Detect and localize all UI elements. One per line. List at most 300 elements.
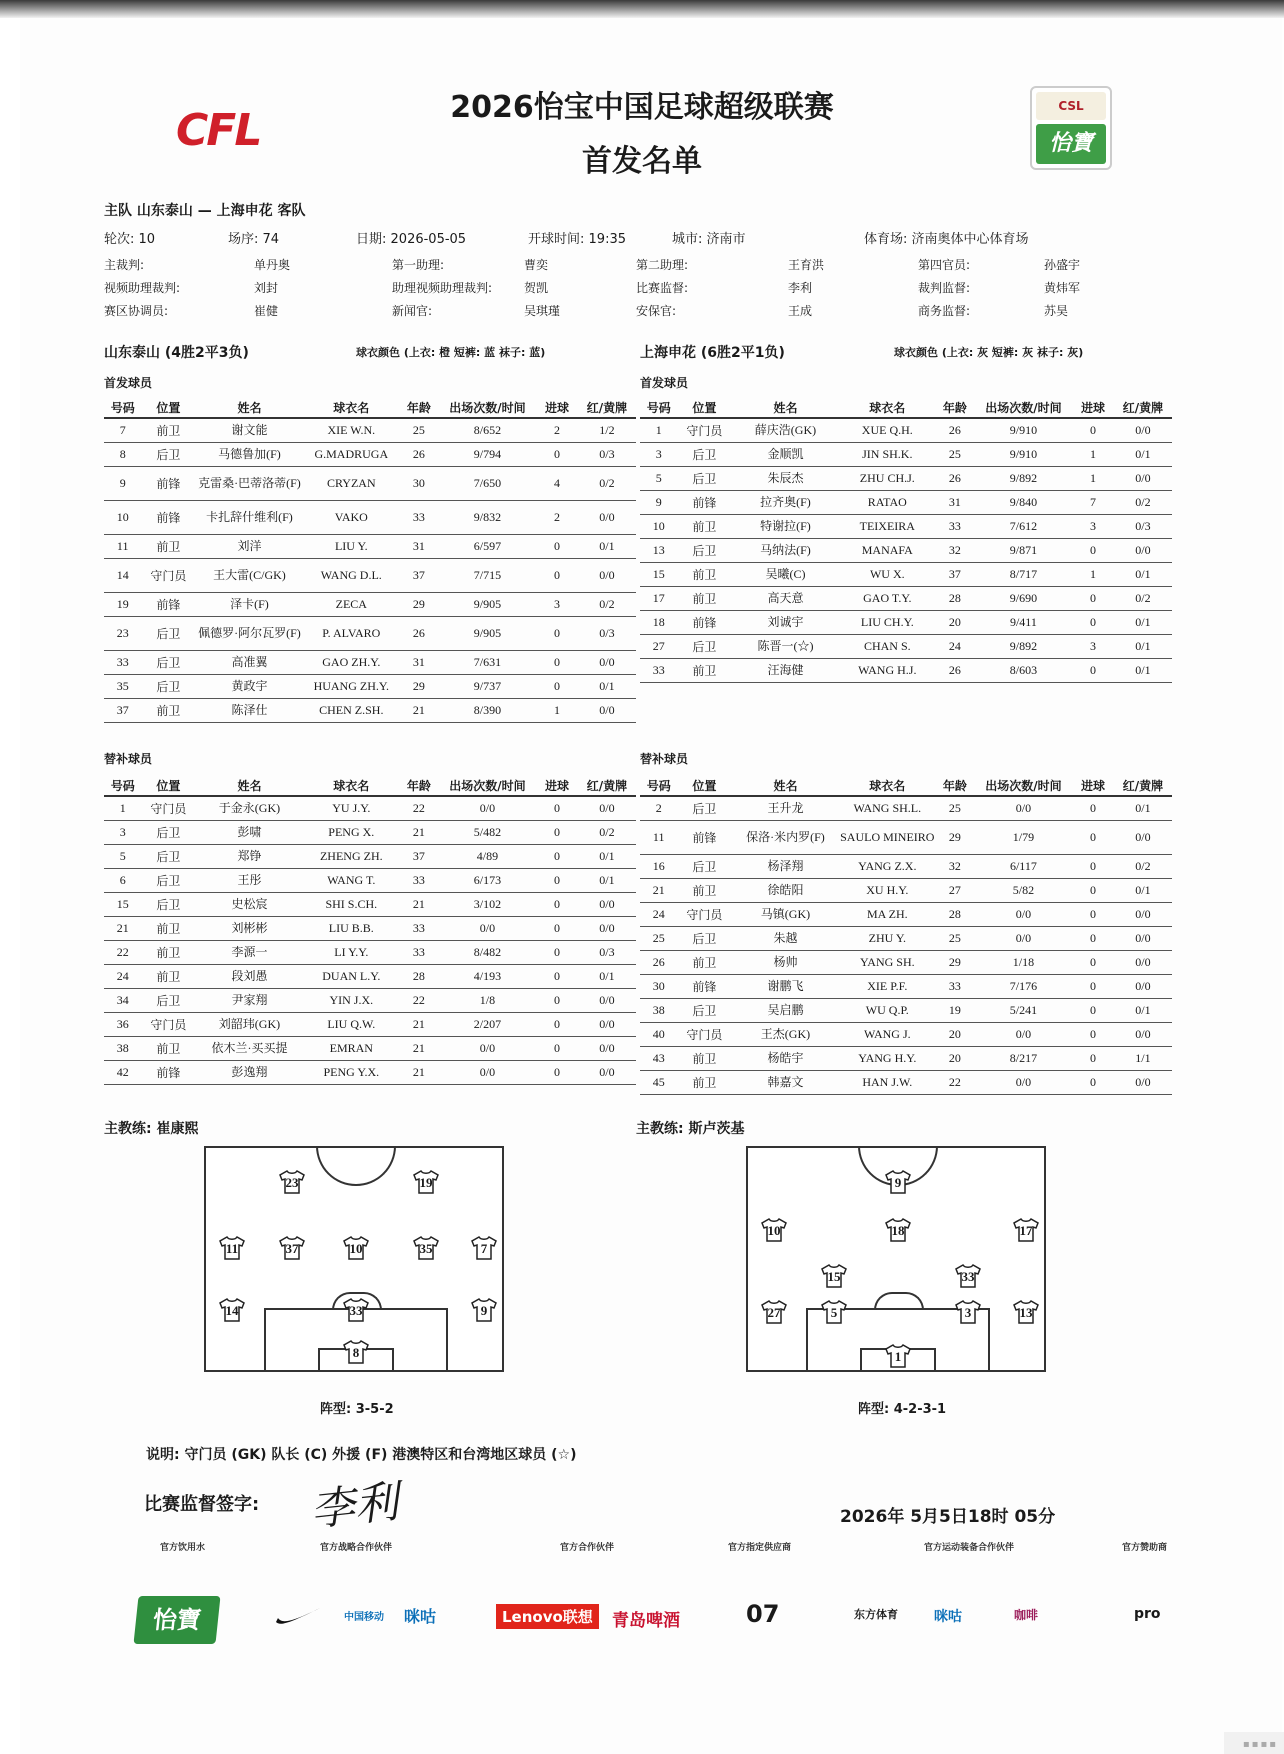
page-subtitle: 首发名单 xyxy=(582,144,702,179)
cards: 0/1 xyxy=(578,534,636,558)
player-number: 33 xyxy=(104,650,141,674)
player-age: 28 xyxy=(935,902,974,926)
player-number: 36 xyxy=(104,1012,141,1036)
apps-minutes: 5/82 xyxy=(975,878,1073,902)
player-position: 前卫 xyxy=(141,916,195,940)
goals: 0 xyxy=(1072,1070,1114,1094)
cards: 0/0 xyxy=(578,1036,636,1060)
player-name: 拉齐奥(F) xyxy=(731,490,839,514)
legend-notes: 说明: 守门员 (GK) 队长 (C) 外援 (F) 港澳特区和台湾地区球员 (☆) xyxy=(146,1447,577,1463)
player-row xyxy=(104,698,636,722)
player-name: 薛庆浩(GK) xyxy=(731,418,839,442)
player-name: 刘彬彬 xyxy=(195,916,303,940)
apps-minutes: 9/892 xyxy=(975,466,1073,490)
shirt-name: P. ALVARO xyxy=(304,616,400,650)
sponsor-tier-partner: 官方合作伙伴 xyxy=(560,1543,615,1553)
player-row xyxy=(640,820,1172,854)
player-row xyxy=(104,466,636,500)
player-age: 22 xyxy=(399,796,438,820)
player-position: 前卫 xyxy=(141,964,195,988)
official-label: 安保官: xyxy=(636,304,677,318)
shirt-name: JIN SH.K. xyxy=(840,442,936,466)
cards: 1/1 xyxy=(1114,1046,1172,1070)
dongfang-sports-logo: 东方体育 xyxy=(854,1608,898,1621)
player-age: 29 xyxy=(935,820,974,854)
player-age: 20 xyxy=(935,1022,974,1046)
player-age: 26 xyxy=(935,658,974,682)
shirt-number: 5 xyxy=(830,1305,838,1320)
player-name: 徐皓阳 xyxy=(731,878,839,902)
shirt-number: 27 xyxy=(767,1305,781,1320)
player-row xyxy=(640,658,1172,682)
player-number: 3 xyxy=(104,820,141,844)
match-no-info: 场序: 74 xyxy=(228,232,280,247)
player-position: 前卫 xyxy=(141,698,195,722)
apps-minutes: 9/871 xyxy=(975,538,1073,562)
player-age: 33 xyxy=(935,974,974,998)
player-position: 后卫 xyxy=(141,616,195,650)
shirt-name: XIE P.F. xyxy=(840,974,936,998)
official-label: 赛区协调员: xyxy=(104,304,169,318)
player-number: 1 xyxy=(640,418,677,442)
player-row xyxy=(104,442,636,466)
player-number: 30 xyxy=(640,974,677,998)
shirt-name: WU Q.P. xyxy=(840,998,936,1022)
player-age: 26 xyxy=(935,418,974,442)
player-row xyxy=(104,916,636,940)
player-age: 21 xyxy=(399,892,438,916)
shirt-number: 17 xyxy=(1019,1223,1033,1238)
official-name: 崔健 xyxy=(254,304,279,318)
shirt-number: 33 xyxy=(349,1303,363,1318)
shirt-name: CHEN Z.SH. xyxy=(304,698,400,722)
shirt-name: SAULO MINEIRO xyxy=(840,820,936,854)
player-position: 后卫 xyxy=(141,674,195,698)
player-row xyxy=(640,854,1172,878)
player-number: 13 xyxy=(640,538,677,562)
goals: 1 xyxy=(1072,466,1114,490)
shirt-name: YIN J.X. xyxy=(304,988,400,1012)
apps-minutes: 6/173 xyxy=(439,868,537,892)
player-age: 37 xyxy=(935,562,974,586)
shirt-number: 23 xyxy=(285,1175,299,1190)
cards: 0/1 xyxy=(1114,998,1172,1022)
player-name: 马镇(GK) xyxy=(731,902,839,926)
column-header: 红/黄牌 xyxy=(578,398,636,418)
player-position: 守门员 xyxy=(141,796,195,820)
column-header: 年龄 xyxy=(935,398,974,418)
apps-minutes: 8/217 xyxy=(975,1046,1073,1070)
shirt-name: VAKO xyxy=(304,500,400,534)
player-row xyxy=(104,616,636,650)
player-name: 段刘愚 xyxy=(195,964,303,988)
shirt-name: LI Y.Y. xyxy=(304,940,400,964)
apps-minutes: 8/390 xyxy=(439,698,537,722)
column-header: 进球 xyxy=(536,776,578,796)
cfl-logo: CFL xyxy=(176,105,261,156)
apps-minutes: 0/0 xyxy=(439,1036,537,1060)
player-number: 22 xyxy=(104,940,141,964)
player-row xyxy=(640,466,1172,490)
apps-minutes: 7/612 xyxy=(975,514,1073,538)
shirt-name: XIE W.N. xyxy=(304,418,400,442)
player-row xyxy=(640,1022,1172,1046)
cards: 0/1 xyxy=(1114,878,1172,902)
goals: 0 xyxy=(1072,1046,1114,1070)
player-position: 后卫 xyxy=(677,442,731,466)
viewer-scroll-corner: ▪▪▪▪ xyxy=(1224,1732,1284,1754)
player-position: 前锋 xyxy=(677,974,731,998)
column-header: 姓名 xyxy=(731,776,839,796)
player-row xyxy=(104,820,636,844)
cards: 0/1 xyxy=(1114,442,1172,466)
player-name: 黄政宇 xyxy=(195,674,303,698)
shirt-icon xyxy=(342,1236,370,1260)
away-coach: 主教练: 斯卢茨基 xyxy=(636,1121,745,1137)
page-title: 2026怡宝中国足球超级联赛 xyxy=(450,90,834,125)
goals: 0 xyxy=(536,988,578,1012)
player-number: 37 xyxy=(104,698,141,722)
official-name: 孙盛宇 xyxy=(1044,258,1081,272)
cards: 0/2 xyxy=(578,592,636,616)
player-age: 32 xyxy=(935,854,974,878)
shirt-icon xyxy=(218,1298,246,1322)
shirt-number: 1 xyxy=(894,1349,902,1364)
player-name: 李源一 xyxy=(195,940,303,964)
player-number: 35 xyxy=(104,674,141,698)
cards: 1/2 xyxy=(578,418,636,442)
official-name: 刘封 xyxy=(254,281,279,295)
shirt-name: G.MADRUGA xyxy=(304,442,400,466)
goals: 3 xyxy=(1072,634,1114,658)
player-age: 33 xyxy=(399,868,438,892)
column-header: 球衣名 xyxy=(840,398,936,418)
official-label: 比赛监督: xyxy=(636,281,689,295)
official-label: 第四官员: xyxy=(918,258,971,272)
column-header: 号码 xyxy=(640,776,677,796)
goals: 1 xyxy=(536,698,578,722)
apps-minutes: 9/910 xyxy=(975,418,1073,442)
home-starters-label: 首发球员 xyxy=(104,376,153,390)
player-row xyxy=(104,868,636,892)
official-label: 主裁判: xyxy=(104,258,145,272)
player-name: 谢文能 xyxy=(195,418,303,442)
player-name: 刘韶玮(GK) xyxy=(195,1012,303,1036)
sponsor-tier-strategic: 官方战略合作伙伴 xyxy=(320,1543,393,1553)
player-position: 后卫 xyxy=(141,844,195,868)
shirt-number: 19 xyxy=(419,1175,433,1190)
goals: 0 xyxy=(1072,854,1114,878)
cards: 0/1 xyxy=(1114,634,1172,658)
tsingtao-logo: 青岛啤酒 xyxy=(612,1611,680,1631)
goals: 0 xyxy=(1072,998,1114,1022)
shirt-number: 13 xyxy=(1019,1305,1033,1320)
cards: 0/0 xyxy=(1114,1070,1172,1094)
cards: 0/3 xyxy=(578,616,636,650)
official-label: 视频助理裁判: xyxy=(104,281,181,295)
player-name: 史松宸 xyxy=(195,892,303,916)
player-name: 汪海健 xyxy=(731,658,839,682)
player-name: 韩嘉文 xyxy=(731,1070,839,1094)
player-age: 29 xyxy=(935,950,974,974)
shirt-name: PENG Y.X. xyxy=(304,1060,400,1084)
shirt-number: 9 xyxy=(894,1175,902,1190)
apps-minutes: 9/411 xyxy=(975,610,1073,634)
column-header: 进球 xyxy=(536,398,578,418)
player-age: 31 xyxy=(399,650,438,674)
player-position: 后卫 xyxy=(141,892,195,916)
player-position: 后卫 xyxy=(677,926,731,950)
cards: 0/0 xyxy=(578,500,636,534)
shirt-icon xyxy=(278,1236,306,1260)
column-header: 位置 xyxy=(677,398,731,418)
shirt-icon xyxy=(760,1300,788,1324)
player-position: 前锋 xyxy=(677,490,731,514)
away-formation: 阵型: 4-2-3-1 xyxy=(858,1402,947,1417)
date-info: 日期: 2026-05-05 xyxy=(356,232,467,247)
shirt-icon xyxy=(470,1298,498,1322)
shirt-name: RATAO xyxy=(840,490,936,514)
goals: 4 xyxy=(536,466,578,500)
player-name: 杨皓宇 xyxy=(731,1046,839,1070)
away-kit-colors: 球衣颜色 (上衣: 灰 短裤: 灰 袜子: 灰) xyxy=(894,346,1084,359)
player-position: 后卫 xyxy=(141,650,195,674)
player-number: 27 xyxy=(640,634,677,658)
player-name: 高天意 xyxy=(731,586,839,610)
column-header: 进球 xyxy=(1072,398,1114,418)
player-number: 1 xyxy=(104,796,141,820)
player-age: 25 xyxy=(935,796,974,820)
player-row xyxy=(640,538,1172,562)
player-number: 24 xyxy=(640,902,677,926)
official-name: 曹奕 xyxy=(524,258,549,272)
goals: 0 xyxy=(1072,538,1114,562)
apps-minutes: 0/0 xyxy=(439,796,537,820)
cards: 0/0 xyxy=(578,650,636,674)
player-row xyxy=(104,988,636,1012)
player-name: 刘诚宇 xyxy=(731,610,839,634)
shirt-name: YU J.Y. xyxy=(304,796,400,820)
column-header: 红/黄牌 xyxy=(578,776,636,796)
player-number: 24 xyxy=(104,964,141,988)
apps-minutes: 6/117 xyxy=(975,854,1073,878)
player-row xyxy=(640,514,1172,538)
player-number: 10 xyxy=(104,500,141,534)
shirt-name: WANG J. xyxy=(840,1022,936,1046)
player-age: 33 xyxy=(399,940,438,964)
player-row xyxy=(640,1046,1172,1070)
shirt-name: SHI S.CH. xyxy=(304,892,400,916)
cards: 0/0 xyxy=(578,796,636,820)
apps-minutes: 7/715 xyxy=(439,558,537,592)
apps-minutes: 0/0 xyxy=(975,1022,1073,1046)
player-age: 19 xyxy=(935,998,974,1022)
shirt-name: WANG H.J. xyxy=(840,658,936,682)
player-number: 33 xyxy=(640,658,677,682)
player-position: 后卫 xyxy=(677,998,731,1022)
kickoff-info: 开球时间: 19:35 xyxy=(528,232,626,247)
player-number: 18 xyxy=(640,610,677,634)
column-header: 号码 xyxy=(640,398,677,418)
player-age: 21 xyxy=(399,820,438,844)
nike-logo xyxy=(274,1604,322,1632)
player-number: 42 xyxy=(104,1060,141,1084)
player-row xyxy=(640,562,1172,586)
player-age: 37 xyxy=(399,558,438,592)
player-position: 前卫 xyxy=(677,878,731,902)
shirt-number: 7 xyxy=(480,1241,488,1256)
player-position: 前卫 xyxy=(141,940,195,964)
player-number: 2 xyxy=(640,796,677,820)
player-row xyxy=(640,926,1172,950)
home-coach: 主教练: 崔康熙 xyxy=(104,1121,199,1137)
player-age: 31 xyxy=(399,534,438,558)
player-age: 28 xyxy=(399,964,438,988)
cards: 0/1 xyxy=(1114,610,1172,634)
column-header: 年龄 xyxy=(399,398,438,418)
apps-minutes: 1/8 xyxy=(439,988,537,1012)
official-label: 助理视频助理裁判: xyxy=(392,281,493,295)
goals: 0 xyxy=(1072,610,1114,634)
column-header: 红/黄牌 xyxy=(1114,398,1172,418)
player-number: 15 xyxy=(640,562,677,586)
shirt-icon xyxy=(412,1170,440,1194)
player-position: 前锋 xyxy=(141,500,195,534)
player-age: 21 xyxy=(399,1036,438,1060)
cards: 0/0 xyxy=(1114,538,1172,562)
player-number: 11 xyxy=(104,534,141,558)
yibao-logo: 怡寶 xyxy=(133,1596,220,1644)
home-formation-pitch xyxy=(204,1146,504,1372)
shirt-number: 35 xyxy=(419,1241,433,1256)
shirt-icon xyxy=(760,1218,788,1242)
goals: 0 xyxy=(536,796,578,820)
player-number: 38 xyxy=(104,1036,141,1060)
player-age: 20 xyxy=(935,1046,974,1070)
player-position: 后卫 xyxy=(677,796,731,820)
csl-logo-text: CSL xyxy=(1036,92,1106,120)
column-header: 姓名 xyxy=(195,398,303,418)
column-header: 位置 xyxy=(141,398,195,418)
player-age: 29 xyxy=(399,674,438,698)
player-name: 卡扎辞什维利(F) xyxy=(195,500,303,534)
player-row xyxy=(104,1060,636,1084)
shirt-icon xyxy=(1012,1218,1040,1242)
china-mobile-logo: 中国移动 xyxy=(344,1612,384,1623)
apps-minutes: 4/89 xyxy=(439,844,537,868)
shirt-name: GAO ZH.Y. xyxy=(304,650,400,674)
player-number: 17 xyxy=(640,586,677,610)
player-name: 王彤 xyxy=(195,868,303,892)
player-number: 15 xyxy=(104,892,141,916)
shirt-name: WANG SH.L. xyxy=(840,796,936,820)
player-position: 后卫 xyxy=(677,538,731,562)
player-position: 后卫 xyxy=(141,868,195,892)
player-number: 34 xyxy=(104,988,141,1012)
player-number: 9 xyxy=(640,490,677,514)
player-number: 3 xyxy=(640,442,677,466)
player-age: 30 xyxy=(399,466,438,500)
player-age: 27 xyxy=(935,878,974,902)
goals: 0 xyxy=(536,442,578,466)
column-header: 位置 xyxy=(677,776,731,796)
photo-top-edge xyxy=(0,0,1284,18)
apps-minutes: 7/650 xyxy=(439,466,537,500)
player-name: 吴曦(C) xyxy=(731,562,839,586)
official-name: 吴琪瑾 xyxy=(524,304,561,318)
player-position: 后卫 xyxy=(677,466,731,490)
pitch-center-arc xyxy=(316,1146,396,1186)
away-starters-table xyxy=(640,398,1172,683)
goals: 1 xyxy=(1072,442,1114,466)
player-name: 杨帅 xyxy=(731,950,839,974)
player-name: 马德鲁加(F) xyxy=(195,442,303,466)
player-number: 43 xyxy=(640,1046,677,1070)
goals: 1 xyxy=(1072,562,1114,586)
player-number: 14 xyxy=(104,558,141,592)
player-position: 守门员 xyxy=(677,418,731,442)
goals: 0 xyxy=(536,1012,578,1036)
cards: 0/0 xyxy=(1114,466,1172,490)
goals: 0 xyxy=(536,534,578,558)
cards: 0/0 xyxy=(1114,950,1172,974)
official-label: 商务监督: xyxy=(918,304,971,318)
shirt-name: LIU B.B. xyxy=(304,916,400,940)
signature-label: 比赛监督签字: xyxy=(144,1494,260,1515)
signature: 李利 xyxy=(308,1476,401,1537)
goals: 0 xyxy=(536,674,578,698)
player-age: 21 xyxy=(399,1060,438,1084)
goals: 3 xyxy=(1072,514,1114,538)
player-number: 8 xyxy=(104,442,141,466)
player-age: 26 xyxy=(935,466,974,490)
player-row xyxy=(640,490,1172,514)
shirt-number: 10 xyxy=(767,1223,781,1238)
apps-minutes: 9/794 xyxy=(439,442,537,466)
shirt-number: 37 xyxy=(285,1241,299,1256)
column-header: 球衣名 xyxy=(840,776,936,796)
lenovo-logo: Lenovo联想 xyxy=(496,1604,599,1629)
player-age: 29 xyxy=(399,592,438,616)
player-name: 王升龙 xyxy=(731,796,839,820)
apps-minutes: 9/840 xyxy=(975,490,1073,514)
player-position: 前卫 xyxy=(141,1036,195,1060)
apps-minutes: 4/193 xyxy=(439,964,537,988)
shirt-name: ZHENG ZH. xyxy=(304,844,400,868)
shirt-icon xyxy=(218,1236,246,1260)
goals: 0 xyxy=(1072,418,1114,442)
player-age: 28 xyxy=(935,586,974,610)
column-header: 号码 xyxy=(104,776,141,796)
official-name: 李利 xyxy=(788,281,813,295)
cards: 0/0 xyxy=(578,1060,636,1084)
official-name: 苏昊 xyxy=(1044,304,1069,318)
away-subs-label: 替补球员 xyxy=(640,752,689,766)
teams-line: 主队 山东泰山 — 上海申花 客队 xyxy=(104,203,306,219)
player-name: 朱辰杰 xyxy=(731,466,839,490)
shirt-number: 8 xyxy=(352,1345,360,1360)
shirt-name: ZHU CH.J. xyxy=(840,466,936,490)
official-name: 黄炜军 xyxy=(1044,281,1081,295)
cards: 0/0 xyxy=(578,1012,636,1036)
player-number: 38 xyxy=(640,998,677,1022)
player-position: 后卫 xyxy=(141,988,195,1012)
player-name: 特谢拉(F) xyxy=(731,514,839,538)
column-header: 出场次数/时间 xyxy=(975,398,1073,418)
player-name: 金顺凯 xyxy=(731,442,839,466)
goals: 0 xyxy=(536,616,578,650)
goals: 0 xyxy=(1072,950,1114,974)
